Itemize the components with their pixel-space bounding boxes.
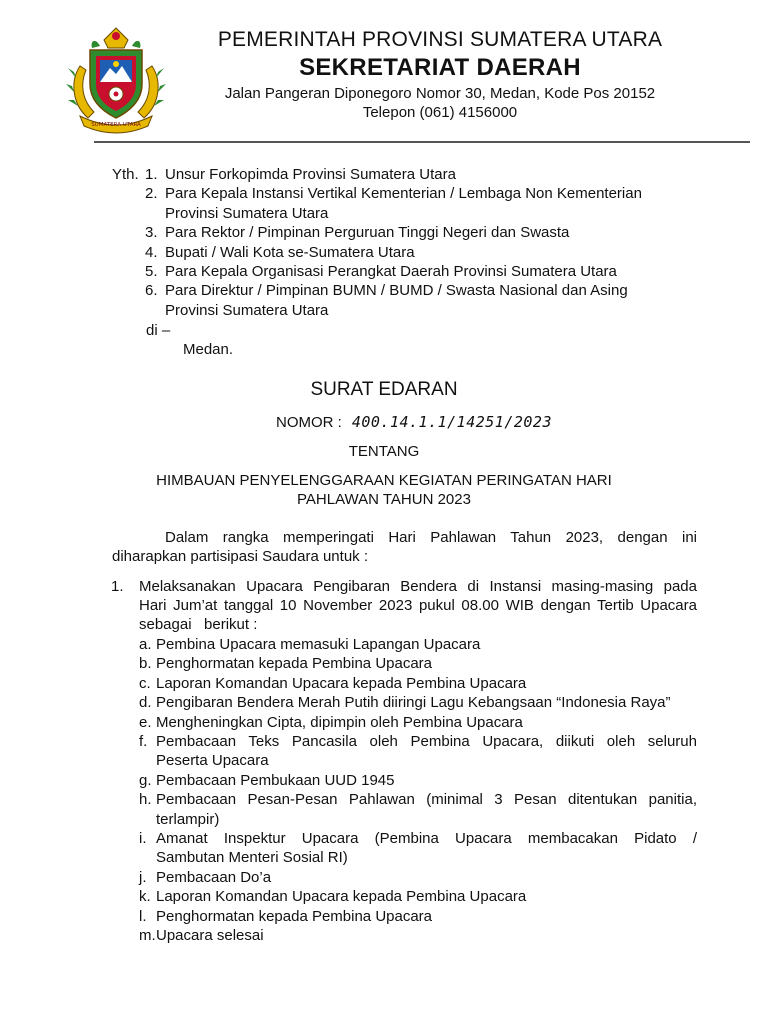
addressee-number: 3.	[145, 224, 158, 242]
list-letter: l.	[139, 907, 147, 925]
subject-line: PAHLAWAN TAHUN 2023	[297, 491, 471, 508]
list-text: Pembacaan Pembukaan UUD 1945	[156, 771, 395, 789]
addressee-place: Medan.	[183, 341, 234, 358]
addressee-list	[112, 165, 752, 320]
letterhead-divider	[94, 141, 750, 143]
point-text: Melaksanakan Upacara Pengibaran Bendera di Instansi masing-masing pada	[139, 578, 697, 595]
list-letter: h.	[139, 791, 152, 809]
office-address: Jalan Pangeran Diponegoro Nomor 30, Medan, Kode Pos 20152	[224, 85, 656, 102]
addressee-number: 4.	[145, 243, 158, 261]
list-text: Pengibaran Bendera Merah Putih diiringi Lagu Kebangsaan “Indonesia Raya”	[156, 694, 671, 712]
sumatera-utara-emblem-icon	[66, 26, 166, 134]
addressee-item: Para Kepala Instansi Vertikal Kementerian / Lembaga Non Kementerian	[165, 185, 642, 203]
addressee-number: 1.	[145, 166, 158, 183]
office-name: SEKRETARIAT DAERAH	[299, 54, 581, 81]
document-number	[276, 412, 552, 433]
list-text: Pembacaan Teks Pancasila oleh Pembina Upacara, diikuti oleh seluruh	[156, 733, 697, 751]
list-text-continued: Peserta Upacara	[156, 752, 269, 770]
list-letter: b.	[139, 655, 152, 673]
nomor-label: NOMOR :	[276, 414, 342, 431]
list-item	[139, 771, 699, 790]
list-item	[139, 693, 699, 712]
intro-paragraph: Dalam rangka memperingati Hari Pahlawan Tahun 2023, dengan ini	[165, 529, 697, 546]
list-letter: j.	[139, 868, 147, 886]
list-letter: f.	[139, 733, 148, 751]
list-text: Laporan Komandan Upacara kepada Pembina Upacara	[156, 888, 527, 906]
addressee-item: Para Kepala Organisasi Perangkat Daerah Provinsi Sumatera Utara	[165, 262, 617, 280]
list-item	[139, 829, 699, 868]
list-letter: a.	[139, 636, 152, 653]
nomor-value: 400.14.1.1/14251/2023	[351, 413, 552, 431]
point-text: Hari Jum’at tanggal 10 November 2023 pukul 08.00 WIB dengan Tertib Upacara	[139, 597, 697, 614]
list-text: Pembina Upacara memasuki Lapangan Upacara	[156, 636, 481, 653]
intro-paragraph-continued: diharapkan partisipasi Saudara untuk :	[112, 548, 368, 565]
list-letter: i.	[139, 830, 147, 848]
emblem-ribbon-text: SUMATERA UTARA	[91, 122, 141, 128]
list-item	[139, 635, 699, 654]
list-text: Upacara selesai	[156, 927, 264, 945]
list-item	[139, 674, 699, 693]
list-text: Mengheningkan Cipta, dipimpin oleh Pembina Upacara	[156, 713, 523, 731]
list-item	[139, 926, 699, 945]
addressee-number: 5.	[145, 262, 158, 280]
document-title: SURAT EDARAN	[310, 379, 458, 400]
addressee-item: Para Direktur / Pimpinan BUMN / BUMD / Swasta Nasional dan Asing	[165, 282, 628, 300]
list-letter: e.	[139, 713, 152, 731]
list-item	[139, 654, 699, 673]
addressee-item: Para Rektor / Pimpinan Perguruan Tinggi Negeri dan Swasta	[165, 224, 570, 242]
list-item	[139, 713, 699, 732]
list-text-continued: Sambutan Menteri Sosial RI)	[156, 849, 348, 867]
list-text: Penghormatan kepada Pembina Upacara	[156, 907, 433, 925]
list-item	[139, 732, 699, 771]
addressee-item: Unsur Forkopimda Provinsi Sumatera Utara	[165, 166, 456, 183]
addressee-item-continued: Provinsi Sumatera Utara	[165, 301, 329, 319]
point-number: 1.	[111, 578, 124, 595]
office-phone: Telepon (061) 4156000	[362, 104, 518, 121]
addressee-number: 2.	[145, 185, 158, 203]
addressee-item: Bupati / Wali Kota se-Sumatera Utara	[165, 243, 415, 261]
list-item	[139, 907, 699, 926]
list-text: Penghormatan kepada Pembina Upacara	[156, 655, 433, 673]
list-letter: c.	[139, 674, 151, 692]
point-text: sebagai berikut :	[139, 616, 258, 633]
list-item	[139, 868, 699, 887]
list-text: Pembacaan Do’a	[156, 868, 272, 886]
letterhead	[190, 26, 690, 122]
ceremony-order-list	[139, 635, 699, 946]
addressee-item-continued: Provinsi Sumatera Utara	[165, 204, 329, 222]
list-letter: m.	[139, 927, 156, 945]
list-text-continued: terlampir)	[156, 810, 220, 828]
list-letter: d.	[139, 694, 152, 712]
addressee-di: di –	[146, 322, 171, 339]
addressee-number: 6.	[145, 282, 158, 300]
addressee-label: Yth.	[112, 166, 139, 183]
list-text: Pembacaan Pesan-Pesan Pahlawan (minimal 3 Pesan ditentukan panitia,	[156, 791, 697, 809]
list-text: Amanat Inspektur Upacara (Pembina Upacara membacakan Pidato /	[156, 830, 697, 848]
list-item	[139, 887, 699, 906]
tentang-label: TENTANG	[348, 443, 420, 460]
list-letter: g.	[139, 771, 152, 789]
subject-line: HIMBAUAN PENYELENGGARAAN KEGIATAN PERINGATAN HARI	[156, 472, 612, 489]
government-name: PEMERINTAH PROVINSI SUMATERA UTARA	[217, 28, 663, 51]
list-letter: k.	[139, 888, 151, 906]
list-text: Laporan Komandan Upacara kepada Pembina Upacara	[156, 674, 527, 692]
list-item	[139, 790, 699, 829]
